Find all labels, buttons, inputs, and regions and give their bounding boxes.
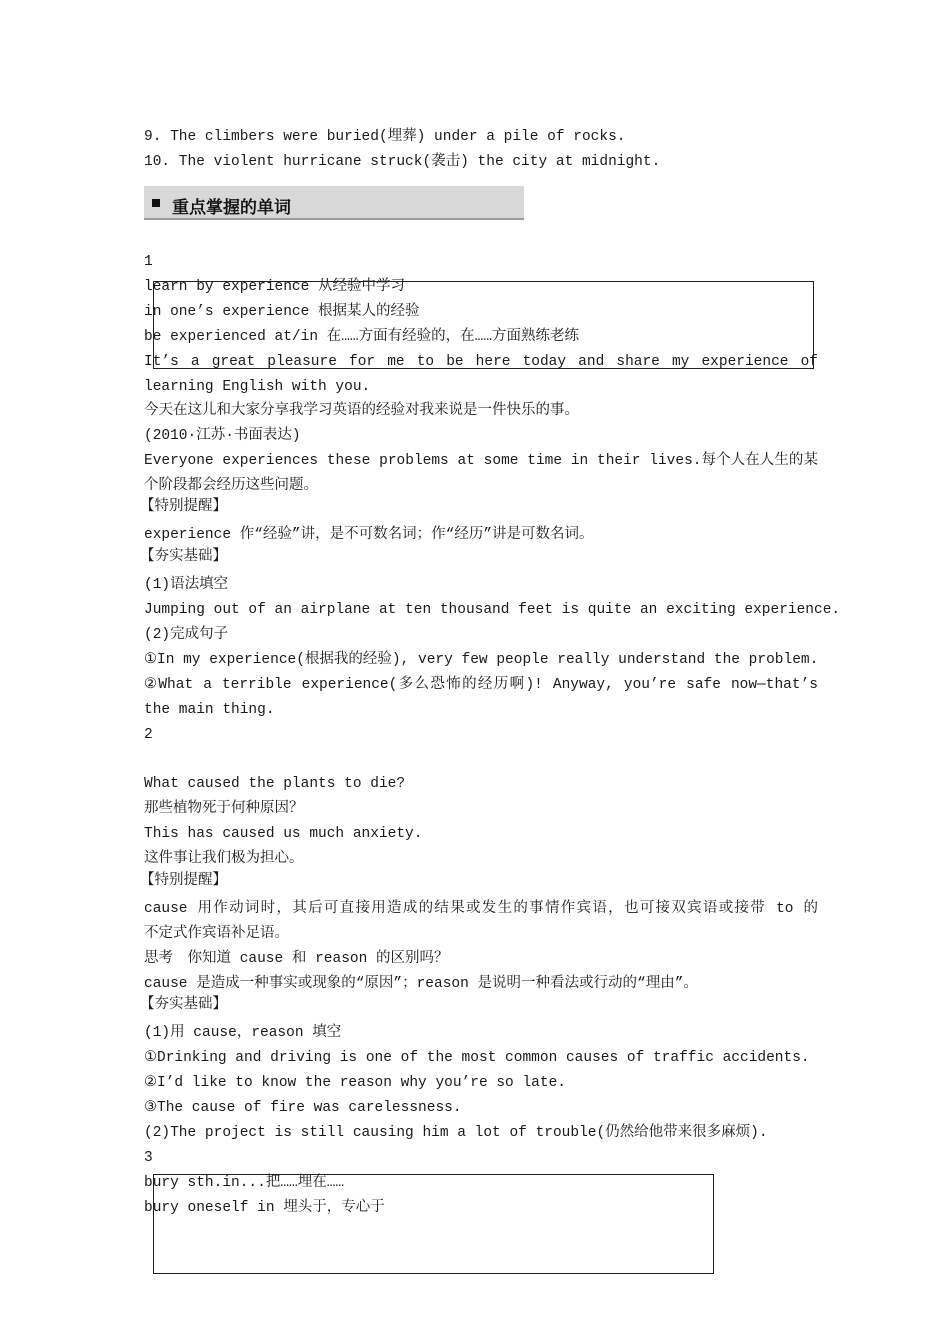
item-1-practice-2-title: (2)完成句子: [144, 627, 229, 643]
item-1-practice-1-title: (1)语法填空: [144, 577, 229, 593]
item-1-source: (2010·江苏·书面表达): [144, 428, 301, 444]
item-1-practice-2-b-line-1: ②What a terrible experience(多么恐怖的经历啊)! Anyway, you’re safe now—that’s: [144, 677, 818, 693]
item-2-example-1-translation: 那些植物死于何种原因？: [144, 801, 304, 817]
item-1-example-2-line-2: 个阶段都会经历这些问题。: [144, 478, 318, 494]
item-2-number: 2: [144, 727, 153, 743]
item-2-example-2-translation: 这件事让我们极为担心。: [144, 851, 304, 867]
item-1-phrase-3: be experienced at/in 在……方面有经验的，在……方面熟练老练: [144, 329, 580, 345]
item-2-think: 思考 你知道 cause 和 reason 的区别吗？: [144, 951, 449, 967]
item-2-note-line-1: cause 用作动词时，其后可直接用造成的结果或发生的事情作宾语，也可接双宾语或接带 to 的: [144, 901, 818, 917]
item-2-practice-1-c: ③The cause of fire was carelessness.: [144, 1100, 462, 1116]
item-2-note-line-2: 不定式作宾语补足语。: [144, 926, 289, 942]
sentence-10: 10. The violent hurricane struck(袭击) the city at midnight.: [144, 154, 661, 170]
item-2-example-2: This has caused us much anxiety.: [144, 826, 423, 842]
item-2-practice-2: (2)The project is still causing him a lot of trouble(仍然给他带来很多麻烦).: [144, 1125, 768, 1141]
item-1-phrase-box: [153, 281, 814, 369]
item-2-example-1: What caused the plants to die?: [144, 776, 406, 792]
item-1-practice-1-sentence: Jumping out of an airplane at ten thousand feet is quite an exciting experience.: [144, 602, 841, 618]
item-2-practice-1-a: ①Drinking and driving is one of the most common causes of traffic accidents.: [144, 1050, 810, 1066]
item-1-phrase-2: in one’s experience 根据某人的经验: [144, 304, 420, 320]
item-1-example-2-line-1: Everyone experiences these problems at some time in their lives.每个人在人生的某: [144, 453, 818, 469]
item-1-practice-tag: 【夯实基础】: [140, 548, 227, 564]
item-1-example-1-line-2: learning English with you.: [144, 379, 371, 395]
item-3-phrase-2: bury oneself in 埋头于，专心于: [144, 1200, 385, 1216]
item-1-practice-2-a: ①In my experience(根据我的经验), very few people really understand the problem.: [144, 652, 819, 668]
item-2-answer: cause 是造成一种事实或现象的“原因”；reason 是说明一种看法或行动的“理由”。: [144, 976, 698, 992]
item-3-phrase-1: bury sth.in...把……埋在……: [144, 1175, 345, 1191]
item-2-practice-1-title: (1)用 cause，reason 填空: [144, 1025, 342, 1041]
item-2-practice-1-b: ②I’d like to know the reason why you’re so late.: [144, 1075, 566, 1091]
item-1-example-1-line-1: It’s a great pleasure for me to be here today and share my experience of: [144, 354, 818, 370]
sentence-9: 9. The climbers were buried(埋葬) under a pile of rocks.: [144, 129, 626, 145]
item-1-phrase-1: learn by experience 从经验中学习: [144, 279, 406, 295]
item-1-practice-2-b-line-2: the main thing.: [144, 702, 275, 718]
section-title: 重点掌握的单词: [172, 198, 291, 218]
item-1-note: experience 作“经验”讲，是不可数名词；作“经历”讲是可数名词。: [144, 527, 594, 543]
item-1-note-tag: 【特别提醒】: [140, 498, 227, 514]
item-1-number: 1: [144, 254, 153, 270]
item-1-example-1-translation: 今天在这儿和大家分享我学习英语的经验对我来说是一件快乐的事。: [144, 403, 579, 419]
item-3-number: 3: [144, 1150, 153, 1166]
item-3-phrase-box: [153, 1174, 714, 1274]
square-bullet-icon: [152, 199, 160, 207]
section-header: [144, 186, 524, 220]
item-2-practice-tag: 【夯实基础】: [140, 996, 227, 1012]
item-2-note-tag: 【特别提醒】: [140, 872, 227, 888]
